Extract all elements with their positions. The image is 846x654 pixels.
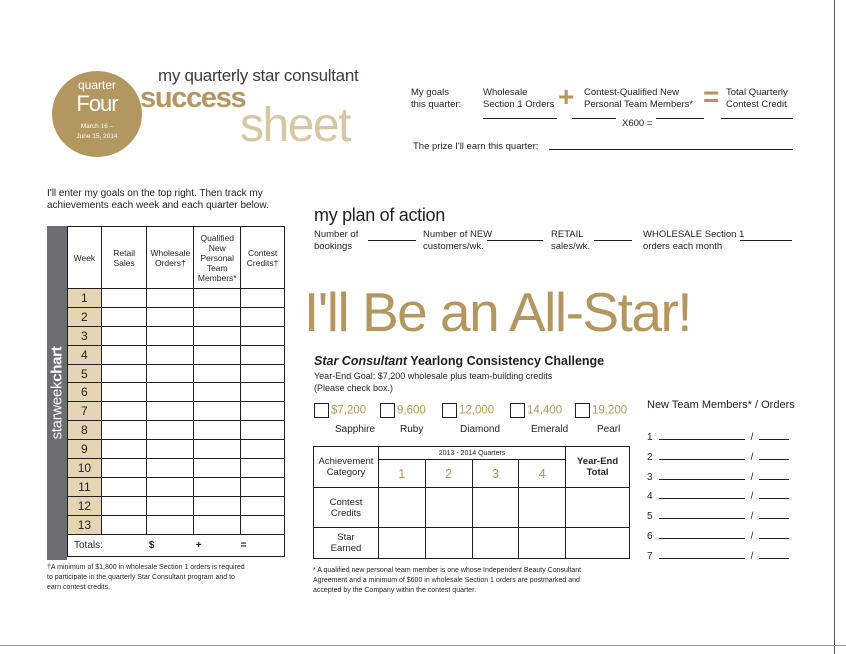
- new-team-row: [647, 509, 789, 522]
- plan-heading: my plan of action: [314, 205, 445, 225]
- star-earned-total[interactable]: [566, 528, 630, 559]
- new-team-slash: /: [750, 471, 754, 483]
- new-team-orders-line[interactable]: [759, 450, 789, 460]
- col-header-week: Week: [68, 227, 102, 289]
- level-name-pearl: Pearl: [597, 424, 621, 435]
- new-team-row: [647, 549, 789, 562]
- emerald-checkbox[interactable]: [510, 403, 525, 418]
- totals-label: Totals:: [68, 534, 147, 556]
- new-team-member-line[interactable]: [659, 509, 745, 519]
- pearl-checkbox[interactable]: [575, 403, 590, 418]
- row-star-earned-label: Star Earned: [314, 528, 379, 559]
- retail-sales-cell[interactable]: [101, 496, 147, 515]
- col-header-retail-sales: Retail Sales: [101, 227, 147, 289]
- contest-credits-total[interactable]: [566, 488, 630, 528]
- challenge-heading-italic: Star Consultant: [314, 354, 408, 368]
- footnote-right: * A qualified new personal team member is one whose Independent Beauty Consultant Agreement and a minimum of $600 in wholesale Section 1 orders are postmarked and accepted by the Company within the contest quarter.: [313, 567, 582, 594]
- new-team-row-number: 5: [647, 511, 653, 523]
- qualified-members-cell[interactable]: [194, 289, 241, 308]
- week-number: 7: [68, 402, 102, 421]
- week-number: 6: [68, 383, 102, 402]
- contest-credits-cell[interactable]: [241, 364, 285, 383]
- new-team-member-line[interactable]: [659, 549, 745, 559]
- level-ruby-amount: 9,600: [397, 404, 426, 417]
- sapphire-checkbox[interactable]: [314, 403, 329, 418]
- new-team-slash: /: [750, 511, 754, 523]
- wholesale-orders-cell[interactable]: [147, 364, 194, 383]
- plan-item-wholesale: WHOLESALE Section 1 orders each month: [643, 229, 745, 252]
- week-number: 9: [68, 440, 102, 459]
- contest-credits-cell[interactable]: [241, 307, 285, 326]
- col-header-qualified-members: Qualified New Personal Team Members*: [194, 227, 241, 289]
- new-team-row-number: 1: [647, 432, 653, 443]
- week-row: [68, 307, 285, 326]
- equals-sign: =: [703, 81, 720, 112]
- retail-sales-cell[interactable]: [101, 345, 147, 364]
- contest-credits-q4[interactable]: [519, 488, 566, 528]
- retail-sales-cell[interactable]: [101, 307, 147, 326]
- qualified-members-cell[interactable]: [194, 364, 241, 383]
- week-number: 12: [68, 496, 102, 515]
- star-earned-q2[interactable]: [425, 528, 472, 559]
- retail-sales-cell[interactable]: [101, 364, 147, 383]
- level-name-ruby: Ruby: [400, 424, 424, 435]
- contest-credits-q1[interactable]: [378, 488, 425, 528]
- new-team-member-line[interactable]: [659, 430, 745, 440]
- week-row: [68, 477, 285, 496]
- new-team-orders-line[interactable]: [759, 470, 789, 480]
- wholesale-orders-cell[interactable]: [147, 440, 194, 459]
- retail-sales-cell[interactable]: [101, 477, 147, 496]
- level-name-diamond: Diamond: [460, 424, 501, 435]
- side-label-chart: chart: [48, 346, 66, 382]
- new-team-row: [647, 430, 789, 443]
- totals-dollar[interactable]: $: [147, 534, 194, 556]
- goals-wholesale-label: Wholesale Section 1 Orders: [483, 87, 555, 110]
- week-row: [68, 459, 285, 478]
- week-number: 3: [68, 326, 102, 345]
- contest-credits-q3[interactable]: [472, 488, 519, 528]
- quarter-badge: [52, 71, 142, 157]
- badge-dates: March 16 – June 15, 2014: [76, 123, 118, 140]
- contest-credits-cell[interactable]: [241, 515, 285, 534]
- new-team-row: [647, 529, 789, 542]
- goals-total-label: Total Quarterly Contest Credit: [726, 87, 788, 110]
- wholesale-orders-cell[interactable]: [147, 383, 194, 402]
- star-week-chart-label: [47, 226, 67, 560]
- retail-sales-cell[interactable]: [101, 289, 147, 308]
- new-team-orders-line[interactable]: [759, 430, 789, 440]
- quarters-header: 2013 - 2014 Quarters: [378, 447, 565, 460]
- qualified-members-cell[interactable]: [194, 326, 241, 345]
- retail-sales-cell[interactable]: [101, 326, 147, 345]
- goals-contest-label: Contest-Qualified New Personal Team Members*: [584, 87, 694, 110]
- retail-sales-cell[interactable]: [101, 459, 147, 478]
- new-team-slash: /: [750, 451, 754, 463]
- intro-text: I'll enter my goals on the top right. Then track my achievements each week and each quarter below.: [47, 188, 269, 211]
- prize-line[interactable]: [549, 139, 793, 150]
- diamond-checkbox[interactable]: [442, 403, 457, 418]
- star-earned-q1[interactable]: [378, 528, 425, 559]
- retail-sales-cell[interactable]: [101, 383, 147, 402]
- new-team-orders-line[interactable]: [759, 489, 789, 499]
- wholesale-orders-cell[interactable]: [147, 496, 194, 515]
- new-team-member-line[interactable]: [659, 529, 745, 539]
- week-row: [68, 364, 285, 383]
- new-team-row-number: 3: [647, 471, 653, 483]
- new-team-member-line[interactable]: [659, 450, 745, 460]
- quarter-4-header: 4: [519, 460, 566, 488]
- star-earned-q4[interactable]: [519, 528, 566, 559]
- contest-credits-cell[interactable]: [241, 326, 285, 345]
- contest-credits-cell[interactable]: [241, 421, 285, 440]
- wholesale-orders-cell[interactable]: [147, 402, 194, 421]
- star-earned-q3[interactable]: [472, 528, 519, 559]
- plan-item-bookings: Number of bookings: [314, 229, 359, 252]
- week-row: [68, 383, 285, 402]
- week-number: 5: [68, 364, 102, 383]
- quarter-1-header: 1: [378, 460, 425, 488]
- contest-credits-cell[interactable]: [241, 496, 285, 515]
- qualified-members-cell[interactable]: [194, 402, 241, 421]
- totals-equals[interactable]: =: [241, 534, 285, 556]
- level-name-sapphire: Sapphire: [335, 424, 376, 435]
- qualified-members-cell[interactable]: [194, 383, 241, 402]
- new-team-orders-line[interactable]: [759, 549, 789, 559]
- footnote-left: †A minimum of $1,800 in wholesale Section 1 orders is required to participate in the quarterly Star Consultant program and to earn contest credits.: [47, 564, 245, 591]
- new-team-row: [647, 470, 789, 483]
- week-number: 8: [68, 421, 102, 440]
- contest-credits-q2[interactable]: [425, 488, 472, 528]
- new-team-member-line[interactable]: [659, 489, 745, 499]
- achievement-table: [313, 446, 630, 559]
- retail-sales-cell[interactable]: [101, 402, 147, 421]
- level-sapphire-amount: $7,200: [331, 404, 367, 417]
- plan-customers-line[interactable]: [487, 240, 543, 241]
- wholesale-goal-line[interactable]: [483, 118, 557, 119]
- new-team-row-number: 4: [647, 491, 653, 503]
- quarter-2-header: 2: [425, 460, 472, 488]
- page-edge-bottom: [0, 645, 846, 646]
- contest-credits-cell[interactable]: [241, 440, 285, 459]
- week-number: 1: [68, 289, 102, 308]
- plan-wholesale-line[interactable]: [740, 240, 792, 241]
- level-diamond-amount: 12,000: [459, 404, 495, 417]
- week-row: [68, 326, 285, 345]
- week-row: [68, 402, 285, 421]
- year-end-total-header: Year-End Total: [566, 447, 630, 488]
- contest-credits-cell[interactable]: [241, 402, 285, 421]
- challenge-goal: Year-End Goal: $7,200 wholesale plus team-building credits: [314, 371, 553, 381]
- qualified-members-cell[interactable]: [194, 477, 241, 496]
- challenge-check-instruction: (Please check box.): [314, 383, 394, 393]
- goals-label: My goals this quarter:: [411, 87, 462, 110]
- week-row: [68, 421, 285, 440]
- level-ruby[interactable]: [380, 403, 426, 418]
- week-row: [68, 496, 285, 515]
- wholesale-orders-cell[interactable]: [147, 326, 194, 345]
- wholesale-orders-cell[interactable]: [147, 307, 194, 326]
- contest-credits-cell[interactable]: [241, 289, 285, 308]
- title-line-1: my quarterly star consultant: [158, 66, 359, 85]
- week-number: 11: [68, 477, 102, 496]
- week-number: 2: [68, 307, 102, 326]
- retail-sales-cell[interactable]: [101, 515, 147, 534]
- week-row: [68, 440, 285, 459]
- plan-retail-line[interactable]: [594, 240, 632, 241]
- all-star-headline: I'll Be an All-Star!: [304, 281, 692, 343]
- new-team-row-number: 2: [647, 451, 653, 463]
- week-number: 4: [68, 345, 102, 364]
- retail-sales-cell[interactable]: [101, 421, 147, 440]
- plan-item-retail: RETAIL sales/wk.: [551, 229, 591, 252]
- qualified-members-cell[interactable]: [194, 307, 241, 326]
- wholesale-orders-cell[interactable]: [147, 345, 194, 364]
- title-line-2: success: [140, 82, 246, 114]
- ruby-checkbox[interactable]: [380, 403, 395, 418]
- wholesale-orders-cell[interactable]: [147, 477, 194, 496]
- totals-plus[interactable]: +: [194, 534, 241, 556]
- level-emerald-amount: 14,400: [527, 404, 563, 417]
- new-team-slash: /: [750, 491, 754, 503]
- contest-credits-cell[interactable]: [241, 383, 285, 402]
- level-diamond[interactable]: [442, 403, 494, 418]
- total-credit-line[interactable]: [721, 118, 793, 119]
- contest-credits-cell[interactable]: [241, 459, 285, 478]
- level-sapphire[interactable]: [314, 403, 366, 418]
- page-edge-right: [834, 0, 835, 654]
- col-header-wholesale-orders: Wholesale Orders†: [147, 227, 194, 289]
- week-number: 10: [68, 459, 102, 478]
- contest-credits-cell[interactable]: [241, 345, 285, 364]
- col-header-contest-credits: Contest Credits†: [241, 227, 285, 289]
- qualified-members-cell[interactable]: [194, 421, 241, 440]
- new-team-row: [647, 450, 789, 463]
- title-line-3: sheet: [240, 99, 350, 152]
- badge-quarter-label: quarter: [77, 78, 117, 92]
- multiplier-label: X600 =: [622, 118, 653, 129]
- level-pearl[interactable]: [575, 403, 627, 418]
- multiplier-result-line[interactable]: [656, 118, 704, 119]
- side-label-star: star: [48, 415, 66, 440]
- new-team-slash: /: [750, 432, 754, 443]
- challenge-heading-rest: Yearlong Consistency Challenge: [407, 354, 605, 368]
- row-contest-credits-label: Contest Credits: [314, 488, 379, 528]
- side-label-week: week: [48, 381, 66, 416]
- retail-sales-cell[interactable]: [101, 440, 147, 459]
- quarter-3-header: 3: [472, 460, 519, 488]
- new-team-row: [647, 489, 789, 502]
- qualified-members-cell[interactable]: [194, 459, 241, 478]
- level-emerald[interactable]: [510, 403, 562, 418]
- new-team-row-number: 6: [647, 531, 653, 542]
- week-row: [68, 289, 285, 308]
- badge-quarter-number: Four: [76, 91, 118, 116]
- challenge-heading: [314, 354, 604, 368]
- contest-credits-cell[interactable]: [241, 477, 285, 496]
- week-number: 13: [68, 515, 102, 534]
- new-team-slash: /: [750, 531, 754, 542]
- contest-goal-line[interactable]: [572, 118, 616, 119]
- week-row: [68, 515, 285, 534]
- new-team-row-number: 7: [647, 550, 653, 562]
- wholesale-orders-cell[interactable]: [147, 289, 194, 308]
- prize-label: The prize I'll earn this quarter:: [413, 141, 539, 152]
- star-week-chart-table: [67, 226, 285, 557]
- plus-sign: +: [558, 81, 575, 112]
- qualified-members-cell[interactable]: [194, 515, 241, 534]
- new-team-slash: /: [750, 550, 754, 562]
- plan-bookings-line[interactable]: [368, 240, 416, 241]
- qualified-members-cell[interactable]: [194, 440, 241, 459]
- new-team-heading: New Team Members* / Orders: [647, 399, 795, 411]
- wholesale-orders-cell[interactable]: [147, 421, 194, 440]
- achievement-category-header: Achievement Category: [314, 447, 379, 488]
- new-team-orders-line[interactable]: [759, 509, 789, 519]
- qualified-members-cell[interactable]: [194, 496, 241, 515]
- week-row: [68, 345, 285, 364]
- plan-item-customers: Number of NEW customers/wk.: [423, 229, 493, 252]
- qualified-members-cell[interactable]: [194, 345, 241, 364]
- new-team-orders-line[interactable]: [759, 529, 789, 539]
- level-name-emerald: Emerald: [531, 424, 569, 435]
- new-team-member-line[interactable]: [659, 470, 745, 480]
- wholesale-orders-cell[interactable]: [147, 459, 194, 478]
- wholesale-orders-cell[interactable]: [147, 515, 194, 534]
- level-pearl-amount: 19,200: [592, 404, 628, 417]
